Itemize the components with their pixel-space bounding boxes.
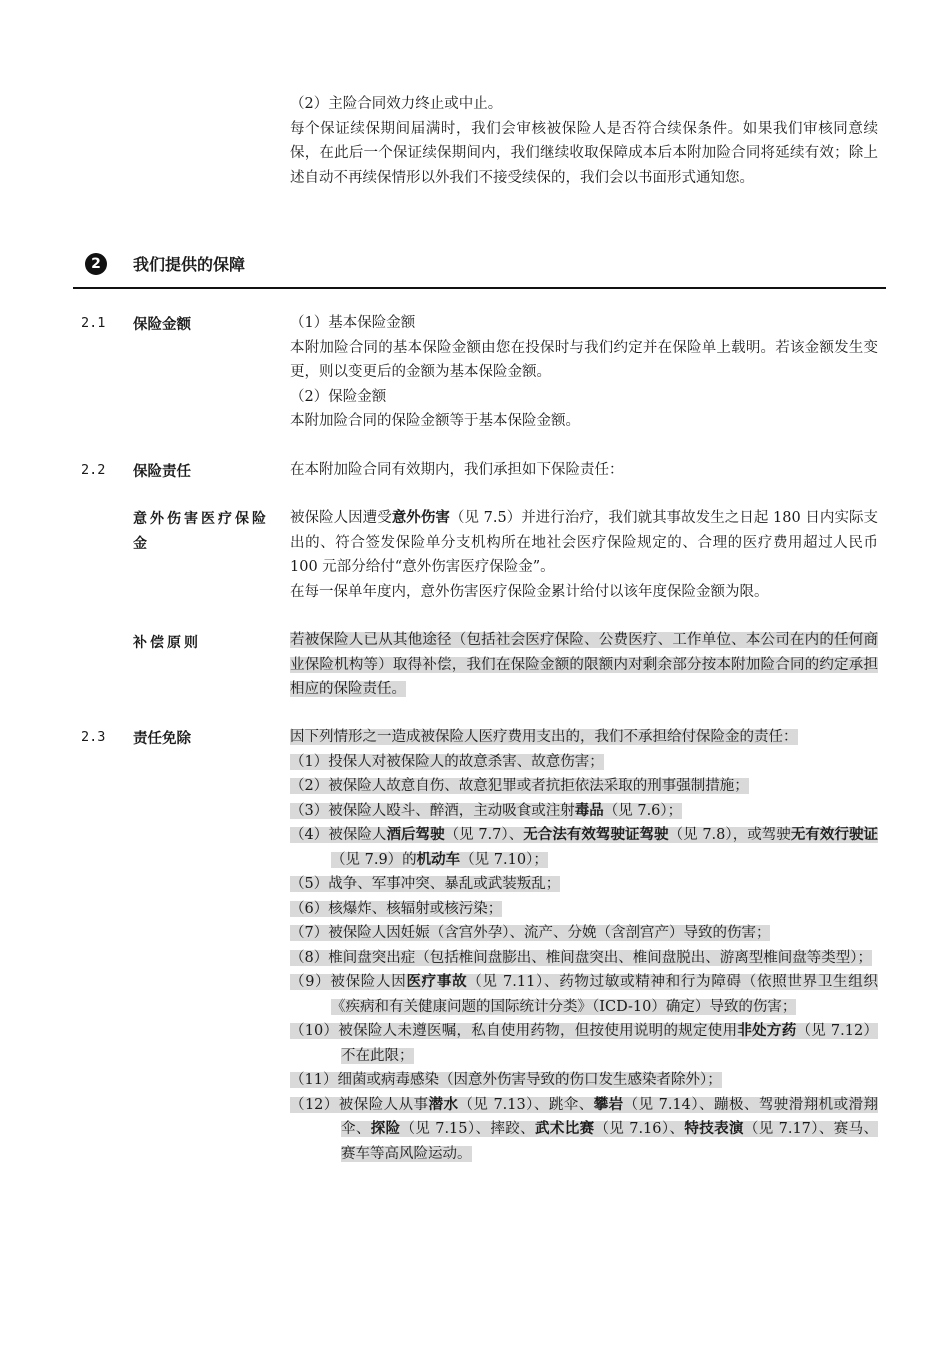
- clause-title-coverage: 保险责任: [133, 464, 191, 480]
- paragraph: 在本附加险合同有效期内，我们承担如下保险责任：: [290, 462, 624, 478]
- defined-term: 医疗事故: [406, 974, 468, 990]
- continuation-paragraph: 每个保证续保期间届满时，我们会审核被保险人是否符合续保条件。如果我们审核同意续保，在此后一个保证续保期间内，我们继续收取保障成本后本附加险合同将延续有效；除上述自动不再续保情形以外我们不接受续保的，我们会以书面形式通知您。: [290, 120, 878, 186]
- text: （见 7.14）、蹦极、驾驶滑翔机或滑翔伞、: [341, 1096, 879, 1137]
- exclusion-item: [290, 970, 878, 1019]
- sub-clause-title-indemnity: 补偿原则: [133, 635, 201, 651]
- clause-number-2-3: 2.3: [81, 729, 106, 745]
- defined-term: 特技表演: [684, 1121, 744, 1137]
- exclusion-item: [290, 799, 878, 824]
- highlighted-text: （1）投保人对被保险人的故意杀害、故意伤害；: [290, 753, 604, 770]
- text: （见 7.5）并进行治疗，我们就其事故发生之日起 180 日内实际支出的、符合签发保险单分支机构所在地社会医疗保险规定的、合理的医疗费用超过人民币 100 元部分给付“意外伤害医疗保险金”。: [290, 510, 879, 575]
- exclusion-item: [290, 1068, 878, 1093]
- defined-term: 潜水: [428, 1096, 459, 1113]
- exclusion-item: [290, 921, 878, 946]
- highlighted-text: （6）核爆炸、核辐射或核污染；: [290, 900, 503, 917]
- exclusion-item: [290, 823, 878, 872]
- sub-heading: （1）基本保险金额: [290, 315, 416, 331]
- text: （9）被保险人因: [290, 974, 407, 990]
- continuation-block: [290, 92, 878, 190]
- highlighted-text: （2）被保险人故意自伤、故意犯罪或者抗拒依法采取的刑事强制措施；: [290, 778, 749, 794]
- exclusion-item: [290, 1019, 878, 1068]
- defined-term: 非处方药: [737, 1023, 797, 1039]
- paragraph: [290, 628, 878, 702]
- clause-body-2-1: [290, 311, 878, 434]
- exclusion-item: [290, 750, 878, 775]
- exclusion-item: [290, 897, 878, 922]
- text: （见 7.8），或驾驶: [668, 827, 791, 843]
- text: （12）被保险人从事: [290, 1096, 429, 1113]
- highlighted-text: （5）战争、军事冲突、暴乱或武装叛乱；: [290, 876, 561, 892]
- text: （见 7.7）、: [444, 827, 524, 843]
- continuation-item: （2）主险合同效力终止或中止。: [290, 96, 503, 112]
- defined-term: 攀岩: [593, 1096, 624, 1113]
- section-title: 我们提供的保障: [133, 255, 246, 274]
- clause-title-insured-amount: 保险金额: [133, 317, 191, 333]
- text: （见 7.15）、摔跤、: [400, 1121, 535, 1137]
- highlighted-text: 若被保险人已从其他途径（包括社会医疗保险、公费医疗、工作单位、本公司在内的任何商业保险机构等）取得补偿，我们在保险金额的限额内对剩余部分按本附加险合同的约定承担相应的保险责任。: [290, 632, 878, 697]
- text: （见 7.10）；: [460, 851, 548, 868]
- text: （见 7.16）、: [594, 1121, 685, 1137]
- exclusion-item: [290, 946, 878, 971]
- text: 被保险人因遭受: [290, 510, 392, 526]
- paragraph: [290, 506, 878, 580]
- paragraph: 本附加险合同的基本保险金额由您在投保时与我们约定并在保险单上载明。若该金额发生变更，则以变更后的金额为基本保险金额。: [290, 339, 878, 380]
- clause-number-2-2: 2.2: [81, 462, 106, 478]
- text: （见 7.11）、药物过敏或精神和行为障碍（依照世界卫生组织《疾病和有关健康问题的国际统计分类》（ICD-10）确定）导致的伤害；: [331, 974, 878, 1015]
- defined-term: 意外伤害: [391, 510, 450, 526]
- paragraph: 在每一保单年度内，意外伤害医疗保险金累计给付以该年度保险金额为限。: [290, 583, 769, 600]
- defined-term: 武术比赛: [535, 1121, 595, 1137]
- section-divider: [73, 287, 886, 289]
- exclusion-intro: [290, 725, 878, 750]
- text: （10）被保险人未遵医嘱，私自使用药物，但按使用说明的规定使用: [290, 1023, 738, 1039]
- defined-term: 毒品: [574, 802, 604, 819]
- defined-term: 探险: [370, 1121, 401, 1137]
- defined-term: 机动车: [416, 851, 461, 868]
- clause-number-2-1: 2.1: [81, 315, 106, 331]
- clause-title-exclusions: 责任免除: [133, 731, 191, 747]
- highlighted-text: （11）细菌或病毒感染（因意外伤害导致的伤口发生感染者除外）；: [290, 1072, 722, 1088]
- text: （见 7.12）不在此限；: [341, 1023, 878, 1064]
- exclusion-item: [290, 774, 878, 799]
- exclusion-item: [290, 872, 878, 897]
- highlighted-text: （7）被保险人因妊娠（含宫外孕）、流产、分娩（含剖宫产）导致的伤害；: [290, 925, 771, 941]
- exclusion-item: [290, 1093, 878, 1167]
- text: （见 7.17）、赛马、赛车等高风险运动。: [341, 1121, 879, 1162]
- section-number-badge: 2: [85, 253, 107, 275]
- exclusion-list: [290, 725, 878, 1166]
- sub-clause-title-accident-medical: 意外伤害医疗保险金: [133, 511, 269, 552]
- paragraph: 本附加险合同的保险金额等于基本保险金额。: [290, 413, 580, 429]
- sub-heading: （2）保险金额: [290, 388, 387, 405]
- highlighted-text: （8）椎间盘突出症（包括椎间盘膨出、椎间盘突出、椎间盘脱出、游离型椎间盘等类型）；: [290, 949, 872, 966]
- defined-term: 酒后驾驶: [386, 827, 445, 843]
- sub-clause-body-accident-medical: [290, 506, 878, 604]
- text: （见 7.6）；: [603, 802, 683, 819]
- text: （见 7.13）、跳伞、: [458, 1096, 594, 1113]
- text: （4）被保险人: [290, 827, 387, 843]
- highlighted-text: 因下列情形之一造成被保险人医疗费用支出的，我们不承担给付保险金的责任：: [290, 729, 798, 745]
- text: （见 7.9）的: [331, 851, 417, 868]
- defined-term: 无有效行驶证: [790, 827, 879, 843]
- text: （3）被保险人殴斗、醉酒，主动吸食或注射: [290, 802, 575, 819]
- defined-term: 无合法有效驾驶证驾驶: [523, 827, 669, 843]
- sub-clause-body-indemnity: [290, 628, 878, 702]
- clause-intro-2-2: [290, 458, 878, 483]
